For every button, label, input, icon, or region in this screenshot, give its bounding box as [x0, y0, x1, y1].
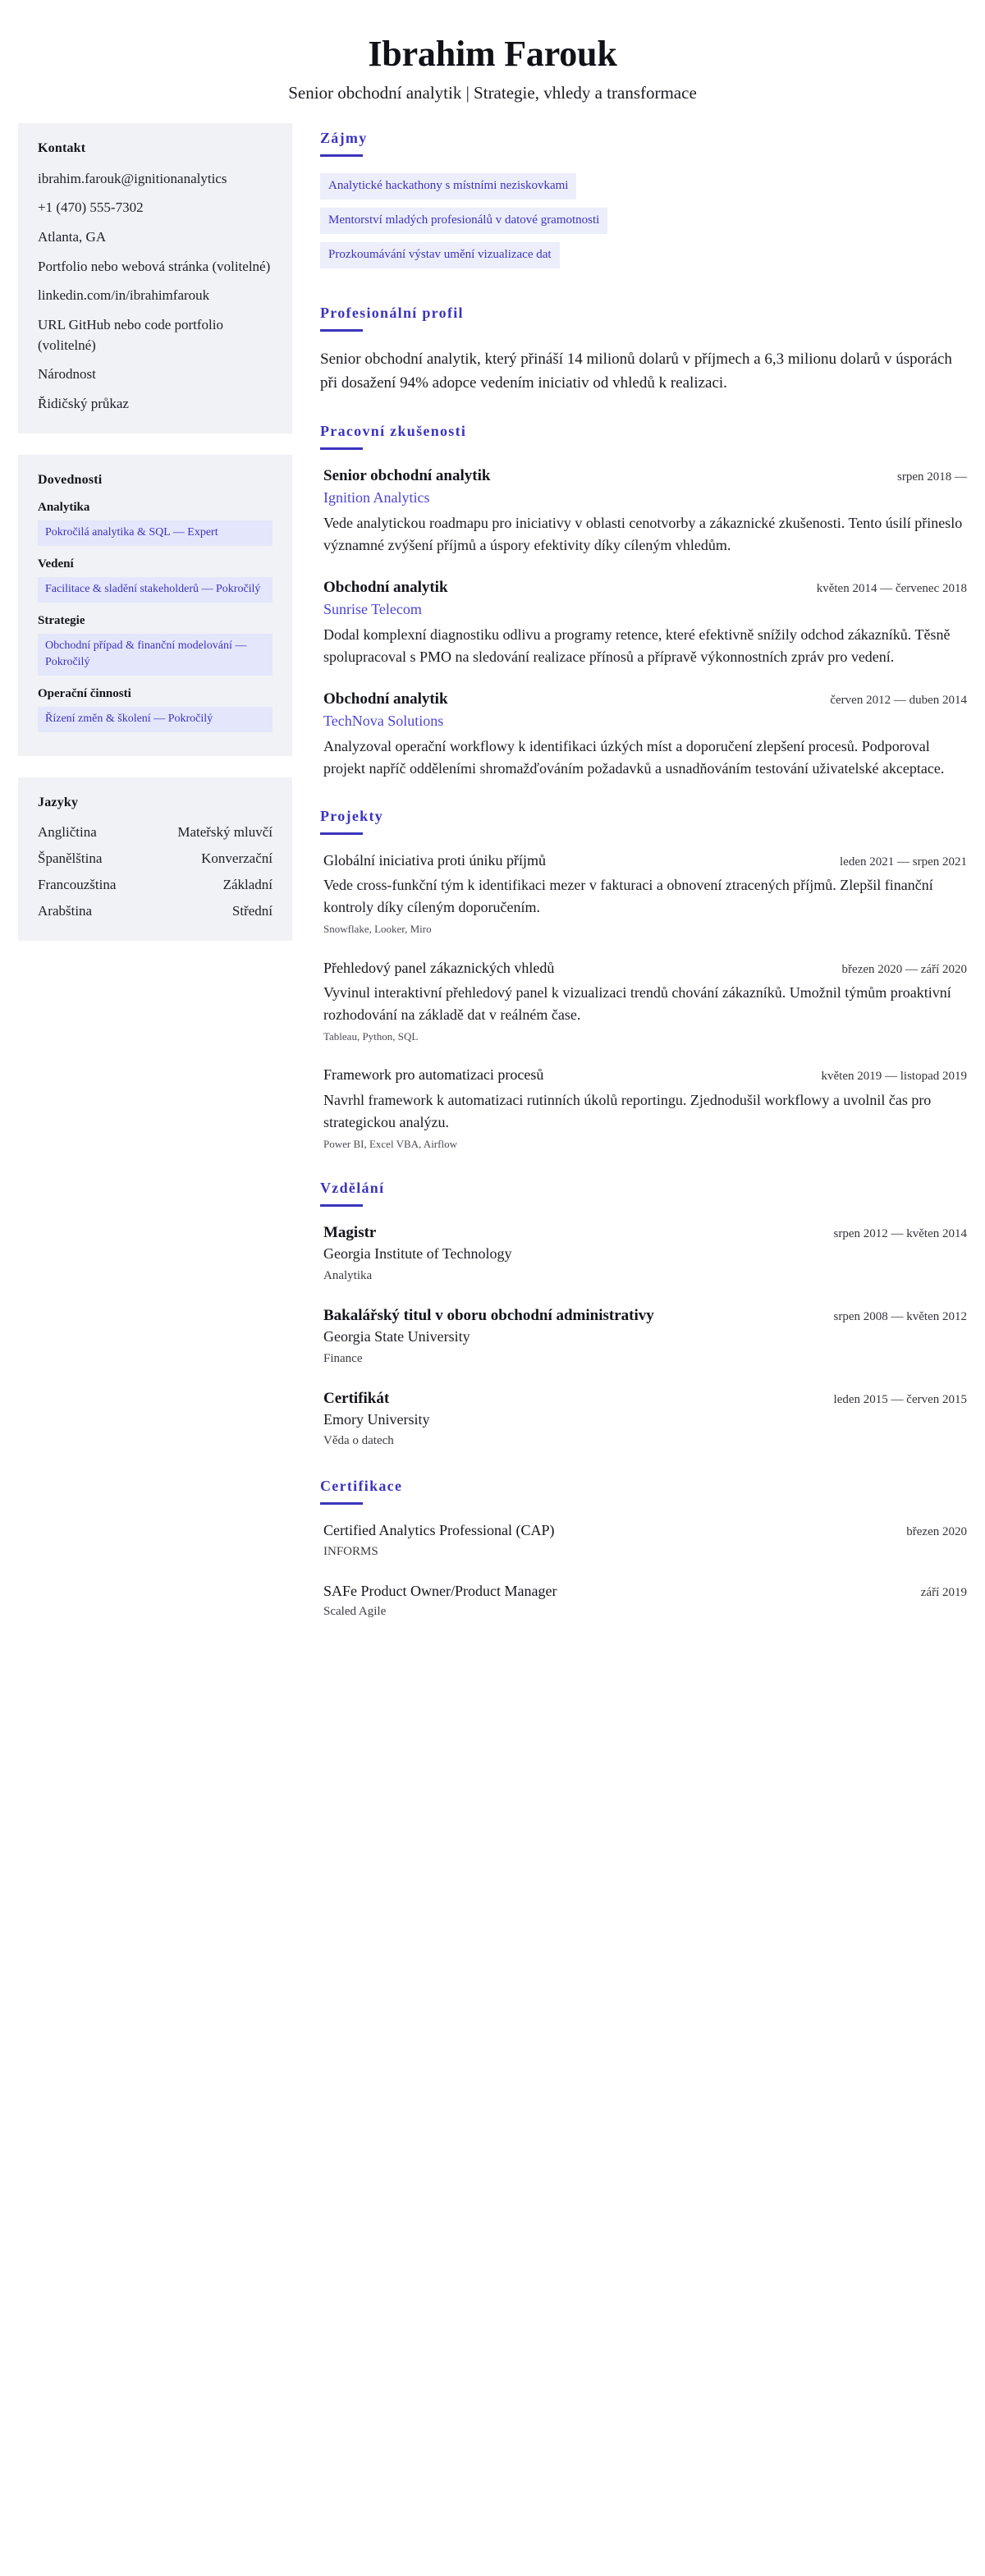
certification-entry [320, 1582, 967, 1620]
education-field: Finance [323, 1351, 363, 1365]
project-entry-head [323, 1066, 967, 1084]
education-entry-head [323, 1389, 967, 1409]
project-entry [320, 959, 967, 1045]
job-title: Senior obchodní analytik [323, 467, 491, 485]
language-name: Španělština [38, 850, 103, 866]
project-tech-stack: Tableau, Python, SQL [323, 1030, 419, 1043]
skill-group [38, 501, 273, 546]
contact-driving-licence: Řidičský průkaz [38, 395, 129, 411]
language-row [38, 850, 273, 869]
skill-pill: Facilitace & sladění stakeholderů — Pokročilý [38, 577, 273, 603]
project-tech-stack: Power BI, Excel VBA, Airflow [323, 1137, 457, 1150]
profile-section [320, 305, 967, 396]
languages-card [18, 777, 292, 941]
experience-section [320, 423, 967, 780]
resume-header [0, 0, 985, 123]
job-company: Sunrise Telecom [323, 601, 422, 617]
certification-issuer: INFORMS [323, 1544, 378, 1558]
interests-list [320, 173, 967, 277]
project-entry-head [323, 959, 967, 978]
skill-group-label: Analytika [38, 501, 90, 515]
education-entry [320, 1223, 967, 1285]
job-description: Vede analytickou roadmapu pro iniciativy v oblasti cenotvorby a zákaznické zkušenosti. Tento úsilí přineslo významné zvýšení příjmů a úspory efektivity díky cíleným vhledům. [323, 515, 963, 554]
project-dates: březen 2020 — září 2020 [841, 962, 967, 976]
language-row [38, 876, 273, 895]
certification-name: Certified Analytics Professional (CAP) [323, 1522, 555, 1539]
profile-title: Profesionální profil [320, 304, 464, 321]
projects-section [320, 808, 967, 1152]
project-dates: květen 2019 — listopad 2019 [821, 1070, 967, 1084]
skill-group [38, 557, 273, 603]
education-degree: Bakalářský titul v oboru obchodní administrativy [323, 1306, 654, 1324]
education-field: Věda o datech [323, 1434, 394, 1448]
skill-group-label: Vedení [38, 557, 74, 571]
project-entry [320, 1066, 967, 1152]
interests-section [320, 130, 967, 277]
skill-group [38, 687, 273, 732]
contact-card [18, 123, 292, 434]
job-company: Ignition Analytics [323, 489, 430, 506]
contact-location: Atlanta, GA [38, 228, 107, 245]
certification-date: září 2019 [920, 1585, 967, 1599]
profile-text: Senior obchodní analytik, který přináší 14 milionů dolarů v příjmech a 6,3 milionu dolarů v úsporách při dosažení 94% adopce vedením iniciativ od vhledů k realizaci. [320, 350, 952, 392]
education-degree: Magistr [323, 1223, 377, 1241]
experience-entry-head [323, 578, 967, 598]
project-description: Vede cross-funkční tým k identifikaci mezer v fakturaci a obnovení ztracených příjmů. Zlepšil finanční kontroly díky cíleným doporučením. [323, 877, 933, 916]
resume-body [0, 123, 985, 1649]
language-level: Základní [222, 876, 273, 892]
language-row [38, 823, 273, 842]
education-school: Emory University [323, 1411, 430, 1428]
section-divider [320, 1204, 363, 1207]
interest-pill: Mentorství mladých profesionálů v datové gramotnosti [320, 208, 607, 234]
languages-card-title: Jazyky [38, 795, 79, 809]
sidebar [18, 123, 305, 962]
certification-entry-head [323, 1521, 967, 1540]
education-school: Georgia Institute of Technology [323, 1245, 512, 1263]
skills-card [18, 455, 292, 755]
contact-linkedin[interactable]: linkedin.com/in/ibrahimfarouk [38, 287, 210, 304]
skill-group-label: Strategie [38, 614, 85, 628]
job-dates: květen 2014 — červenec 2018 [816, 582, 967, 596]
certification-issuer: Scaled Agile [323, 1605, 387, 1619]
job-title: Obchodní analytik [323, 690, 448, 708]
education-school: Georgia State University [323, 1328, 470, 1345]
language-level: Střední [231, 902, 273, 919]
skill-group-label: Operační činnosti [38, 686, 131, 700]
interest-pill: Analytické hackathony s místními neziskovkami [320, 173, 576, 199]
contact-email[interactable]: ibrahim.farouk@ignitionanalytics [38, 170, 227, 186]
section-divider [320, 329, 363, 332]
language-name: Arabština [38, 902, 93, 919]
experience-entry [320, 690, 967, 780]
skills-card-title: Dovednosti [38, 473, 103, 488]
job-dates: srpen 2018 — [897, 470, 967, 484]
experience-entry-head [323, 466, 967, 487]
education-dates: srpen 2012 — květen 2014 [833, 1226, 967, 1240]
contact-portfolio[interactable]: Portfolio nebo webová stránka (volitelné) [38, 258, 271, 274]
projects-title: Projekty [320, 808, 384, 825]
experience-entry-head [323, 690, 967, 710]
certification-date: březen 2020 [906, 1525, 967, 1539]
project-description: Vyvinul interaktivní přehledový panel k vizualizaci trendů chování zákazníků. Umožnil týmům proaktivní rozhodování na základě dat v reálném čase. [323, 984, 951, 1024]
job-company: TechNova Solutions [323, 712, 444, 729]
education-entry [320, 1306, 967, 1368]
education-field: Analytika [323, 1268, 373, 1282]
certification-entry-head [323, 1582, 967, 1601]
education-entry-head [323, 1223, 967, 1244]
education-entry-head [323, 1306, 967, 1327]
certifications-section [320, 1478, 967, 1620]
skill-pill: Obchodní případ & finanční modelování — Pokročilý [38, 634, 273, 676]
contact-card-title: Kontakt [38, 140, 86, 155]
language-name: Angličtina [38, 823, 97, 840]
skill-pill: Pokročilá analytika & SQL — Expert [38, 520, 273, 546]
section-divider [320, 832, 363, 835]
project-description: Navrhl framework k automatizaci rutinních úkolů reportingu. Zjednodušil workflowy a uvolnil čas pro strategickou analýzu. [323, 1091, 932, 1130]
project-tech-stack: Snowflake, Looker, Miro [323, 923, 432, 936]
education-section [320, 1180, 967, 1451]
language-level: Mateřský mluvčí [177, 823, 273, 840]
certifications-title: Certifikace [320, 1478, 403, 1495]
language-name: Francouzština [38, 876, 117, 892]
education-title: Vzdělání [320, 1179, 385, 1196]
contact-phone[interactable]: +1 (470) 555-7302 [38, 199, 144, 216]
project-title: Přehledový panel zákaznických vhledů [323, 959, 555, 976]
main-column [305, 123, 967, 1649]
experience-entry [320, 578, 967, 668]
job-description: Analyzoval operační workflowy k identifikaci úzkých míst a doporučení zlepšení procesů. Podporoval projekt napříč odděleními shromažďováním požadavků a usnadňováním testování uživatelské akceptace. [323, 738, 945, 777]
section-divider [320, 447, 363, 450]
experience-title: Pracovní zkušenosti [320, 423, 467, 440]
interests-title: Zájmy [320, 129, 368, 146]
project-dates: leden 2021 — srpen 2021 [840, 855, 967, 869]
contact-github[interactable]: URL GitHub nebo code portfolio (volitelné) [38, 316, 223, 353]
section-divider [320, 154, 363, 157]
certification-name: SAFe Product Owner/Product Manager [323, 1582, 557, 1599]
language-level: Konverzační [201, 850, 273, 866]
section-divider [320, 1502, 363, 1505]
skill-pill: Řízení změn & školení — Pokročilý [38, 707, 273, 732]
contact-nationality: Národnost [38, 366, 96, 383]
job-description: Dodal komplexní diagnostiku odlivu a programy retence, které efektivně snížily odchod zákazníků. Těsně spolupracoval s PMO na sledování realizace přínosů a přípravě výkonnostních zpráv pro vedení. [323, 626, 951, 666]
candidate-name: Ibrahim Farouk [368, 34, 617, 74]
project-entry [320, 851, 967, 937]
interest-pill: Prozkoumávání výstav umění vizualizace dat [320, 242, 560, 268]
education-dates: srpen 2008 — květen 2012 [833, 1309, 967, 1323]
skill-group [38, 614, 273, 676]
experience-entry [320, 466, 967, 557]
job-dates: červen 2012 — duben 2014 [830, 694, 967, 708]
project-title: Globální iniciativa proti úniku příjmů [323, 852, 546, 869]
candidate-headline: Senior obchodní analytik | Strategie, vhledy a transformace [288, 83, 697, 103]
project-title: Framework pro automatizaci procesů [323, 1066, 544, 1084]
education-dates: leden 2015 — červen 2015 [833, 1392, 967, 1406]
language-row [38, 902, 273, 921]
education-degree: Certifikát [323, 1389, 390, 1407]
project-entry-head [323, 851, 967, 870]
job-title: Obchodní analytik [323, 579, 448, 597]
certification-entry [320, 1521, 967, 1560]
education-entry [320, 1389, 967, 1451]
